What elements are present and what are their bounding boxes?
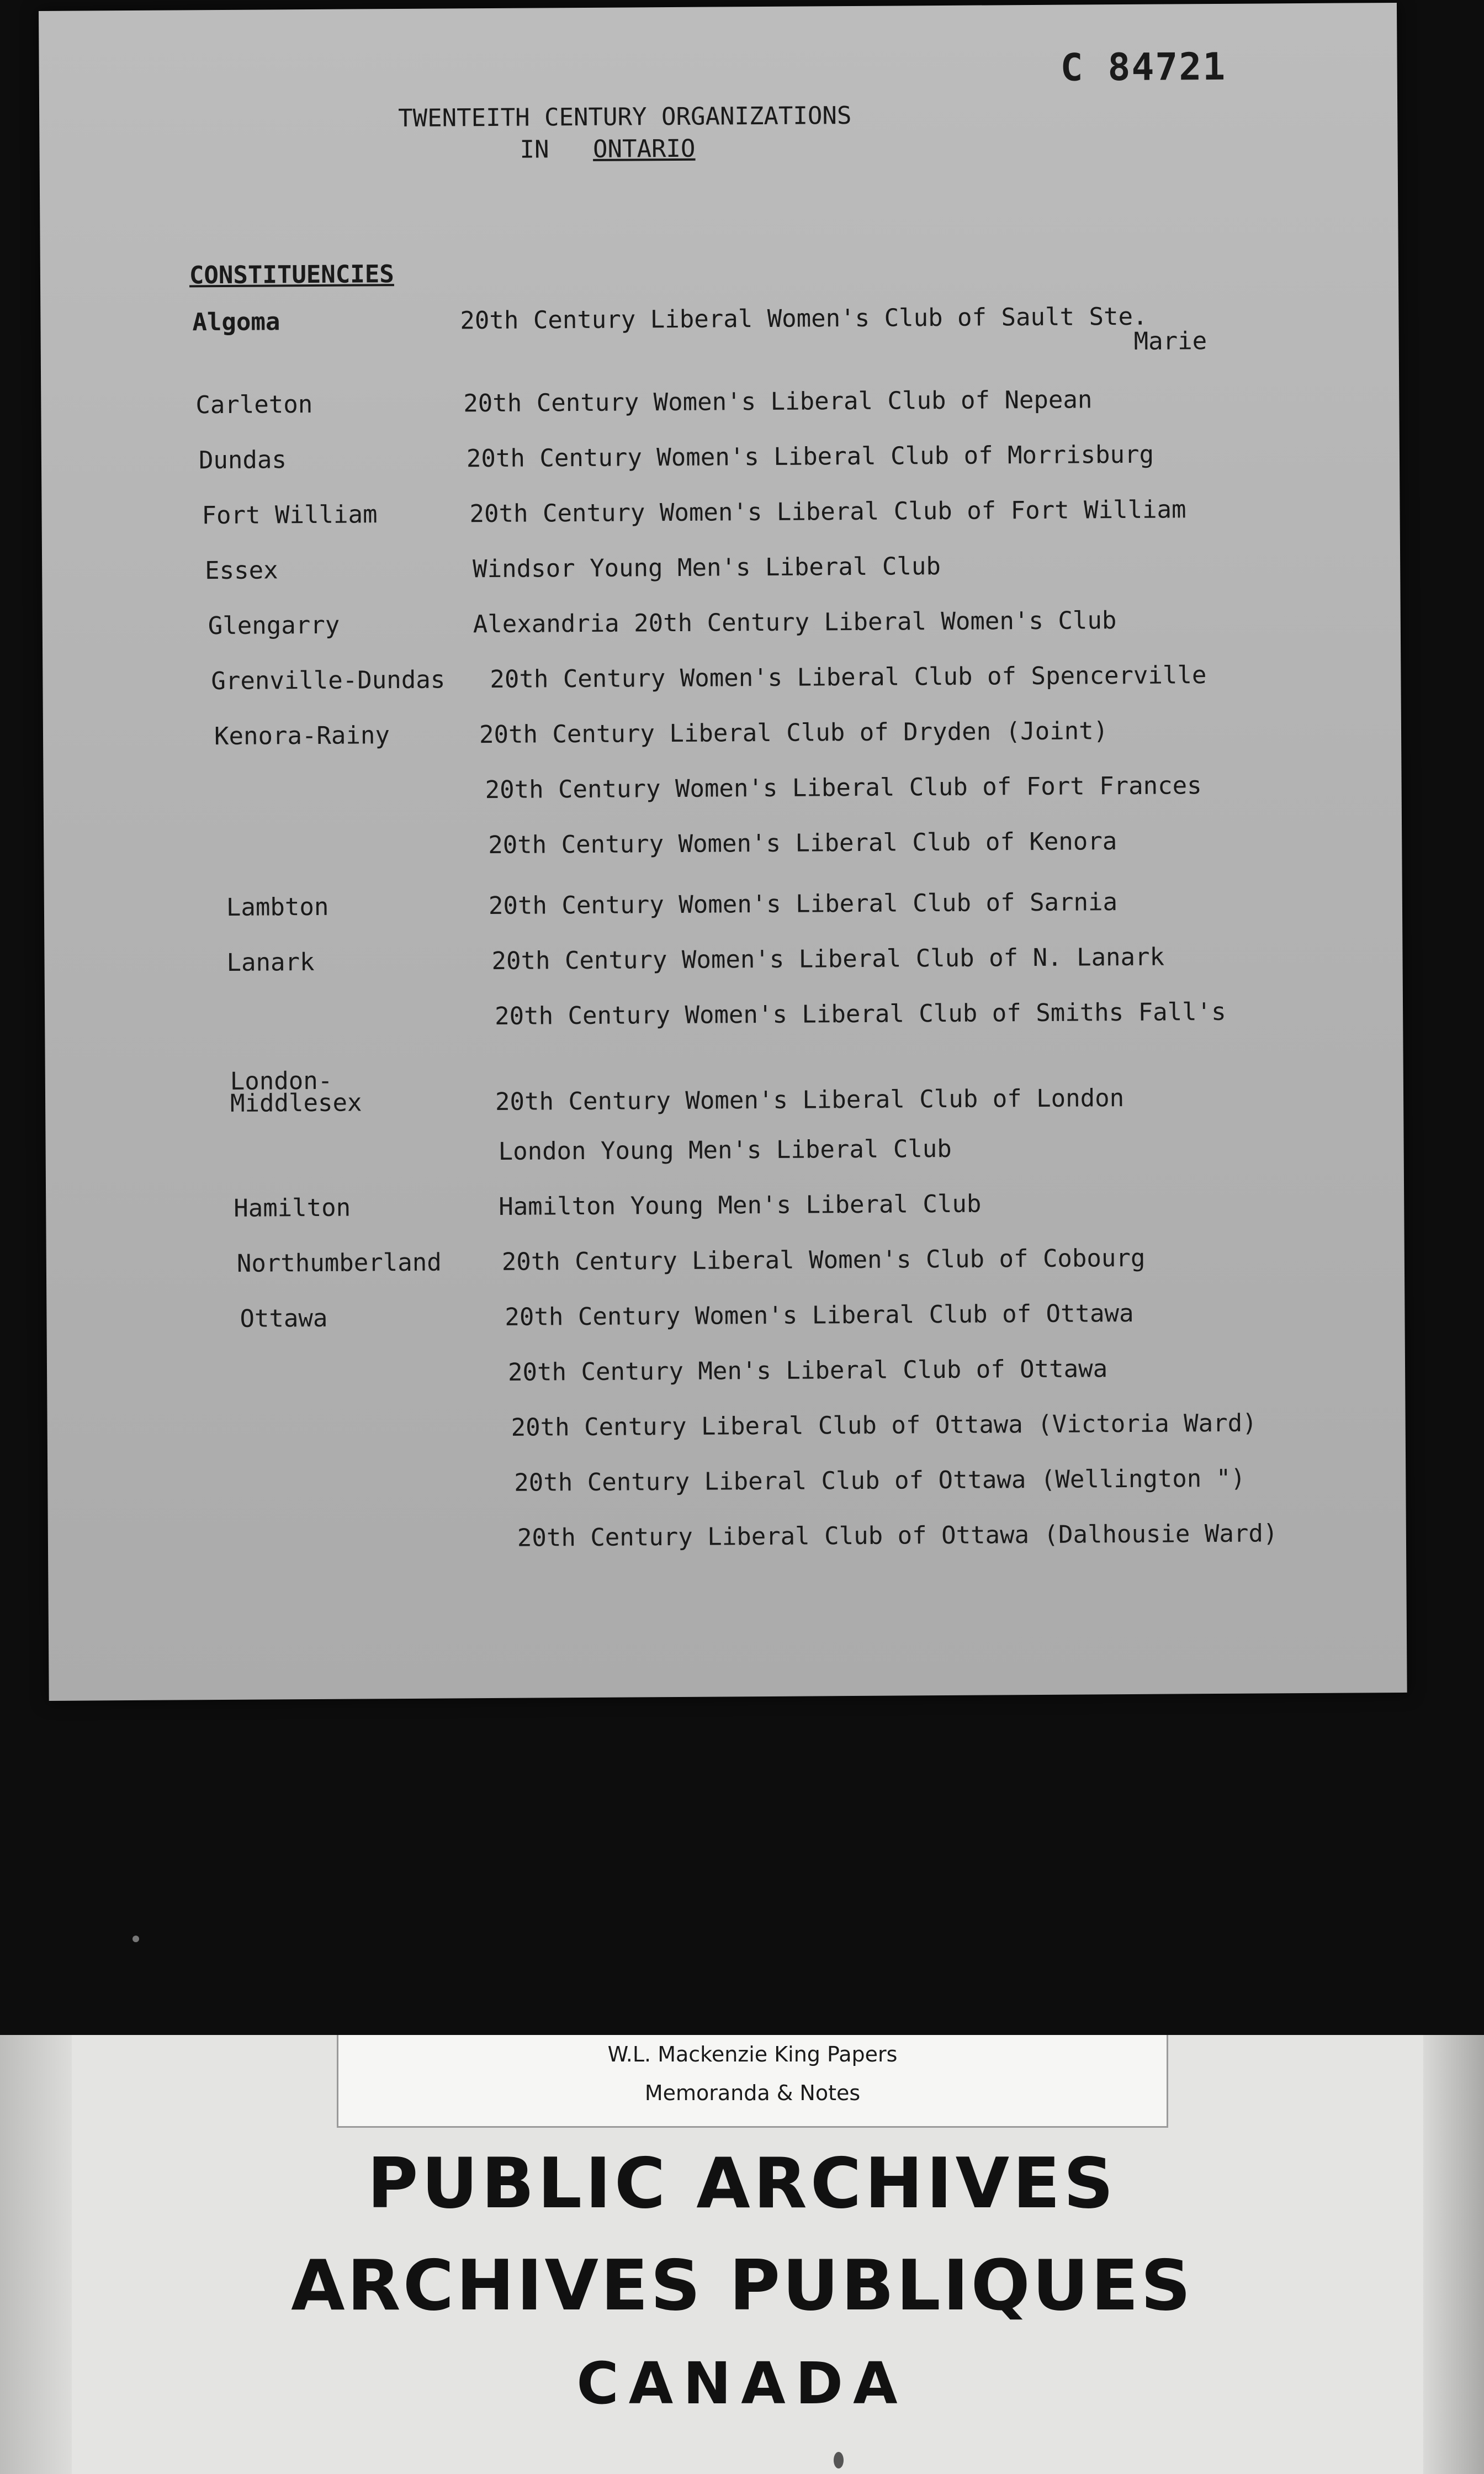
constituency-name: Northumberland xyxy=(236,1248,442,1278)
club-name: 20th Century Liberal Women's Club of Cobourg xyxy=(501,1244,1146,1276)
archive-name-french: ARCHIVES PUBLIQUES xyxy=(291,2245,1193,2326)
club-name: 20th Century Women's Liberal Club of Smiths Fall's xyxy=(494,997,1226,1030)
club-name: 20th Century Women's Liberal Club of Spencerville xyxy=(490,661,1207,694)
club-name: London Young Men's Liberal Club xyxy=(498,1134,952,1166)
dust-speck xyxy=(132,1936,139,1942)
archive-name-english: PUBLIC ARCHIVES xyxy=(367,2143,1117,2224)
title-line-1: TWENTEITH CENTURY ORGANIZATIONS xyxy=(398,102,852,133)
collection-slip xyxy=(337,2035,1168,2128)
club-name: 20th Century Women's Liberal Club of London xyxy=(495,1084,1125,1116)
constituency-name: Grenville-Dundas xyxy=(211,665,446,696)
club-name: 20th Century Women's Liberal Club of Nepean xyxy=(463,385,1093,418)
club-name: Windsor Young Men's Liberal Club xyxy=(473,552,941,584)
club-name: Marie xyxy=(1133,327,1207,356)
constituency-name: Glengarry xyxy=(208,611,340,641)
constituency-name: Essex xyxy=(205,556,278,585)
club-name: 20th Century Liberal Club of Ottawa (Wellington ") xyxy=(514,1464,1246,1497)
club-name: 20th Century Women's Liberal Club of Kenora xyxy=(488,827,1117,860)
constituency-name: Carleton xyxy=(195,390,313,420)
constituency-name: Hamilton xyxy=(234,1193,351,1223)
club-name: 20th Century Liberal Club of Dryden (Joint) xyxy=(479,717,1109,749)
club-name: 20th Century Men's Liberal Club of Ottawa xyxy=(507,1355,1108,1387)
club-name: 20th Century Women's Liberal Club of Ottawa xyxy=(505,1299,1134,1331)
title-place: ONTARIO xyxy=(592,134,696,163)
club-name: 20th Century Women's Liberal Club of Fort Frances xyxy=(485,771,1202,805)
document-title xyxy=(398,100,852,167)
constituency-name: Ottawa xyxy=(240,1304,328,1333)
club-name: 20th Century Women's Liberal Club of N. Lanark xyxy=(491,943,1165,976)
archive-label-card xyxy=(0,2035,1484,2474)
typed-document-page xyxy=(39,3,1407,1701)
club-name: 20th Century Liberal Club of Ottawa (Dalhousie Ward) xyxy=(517,1519,1278,1552)
section-heading: CONSTITUENCIES xyxy=(189,260,394,290)
collection-series: Memoranda & Notes xyxy=(644,2081,861,2105)
constituency-name: Middlesex xyxy=(230,1088,362,1118)
constituency-name: Kenora-Rainy xyxy=(214,721,390,751)
constituency-name: Fort William xyxy=(202,500,378,530)
title-line-2 xyxy=(520,132,852,166)
club-name: 20th Century Women's Liberal Club of Sarnia xyxy=(488,888,1118,921)
dust-speck xyxy=(834,2452,844,2468)
archive-country: CANADA xyxy=(576,2350,908,2417)
club-name: 20th Century Women's Liberal Club of Morrisburg xyxy=(466,440,1154,473)
club-name: Hamilton Young Men's Liberal Club xyxy=(499,1190,982,1221)
title-prefix: IN xyxy=(520,135,549,164)
constituency-name: London- xyxy=(230,1066,333,1096)
collection-name: W.L. Mackenzie King Papers xyxy=(607,2042,898,2066)
club-name: 20th Century Liberal Women's Club of Sault Ste. xyxy=(460,302,1148,335)
constituency-name: Algoma xyxy=(192,308,280,337)
reference-number: C 84721 xyxy=(1060,45,1227,90)
club-name: 20th Century Women's Liberal Club of Fort William xyxy=(469,495,1186,528)
club-name: Alexandria 20th Century Liberal Women's Club xyxy=(473,606,1117,639)
constituency-name: Dundas xyxy=(198,446,287,475)
club-name: 20th Century Liberal Club of Ottawa (Victoria Ward) xyxy=(511,1409,1257,1442)
constituency-name: Lanark xyxy=(226,948,315,977)
constituency-name: Lambton xyxy=(226,892,329,922)
